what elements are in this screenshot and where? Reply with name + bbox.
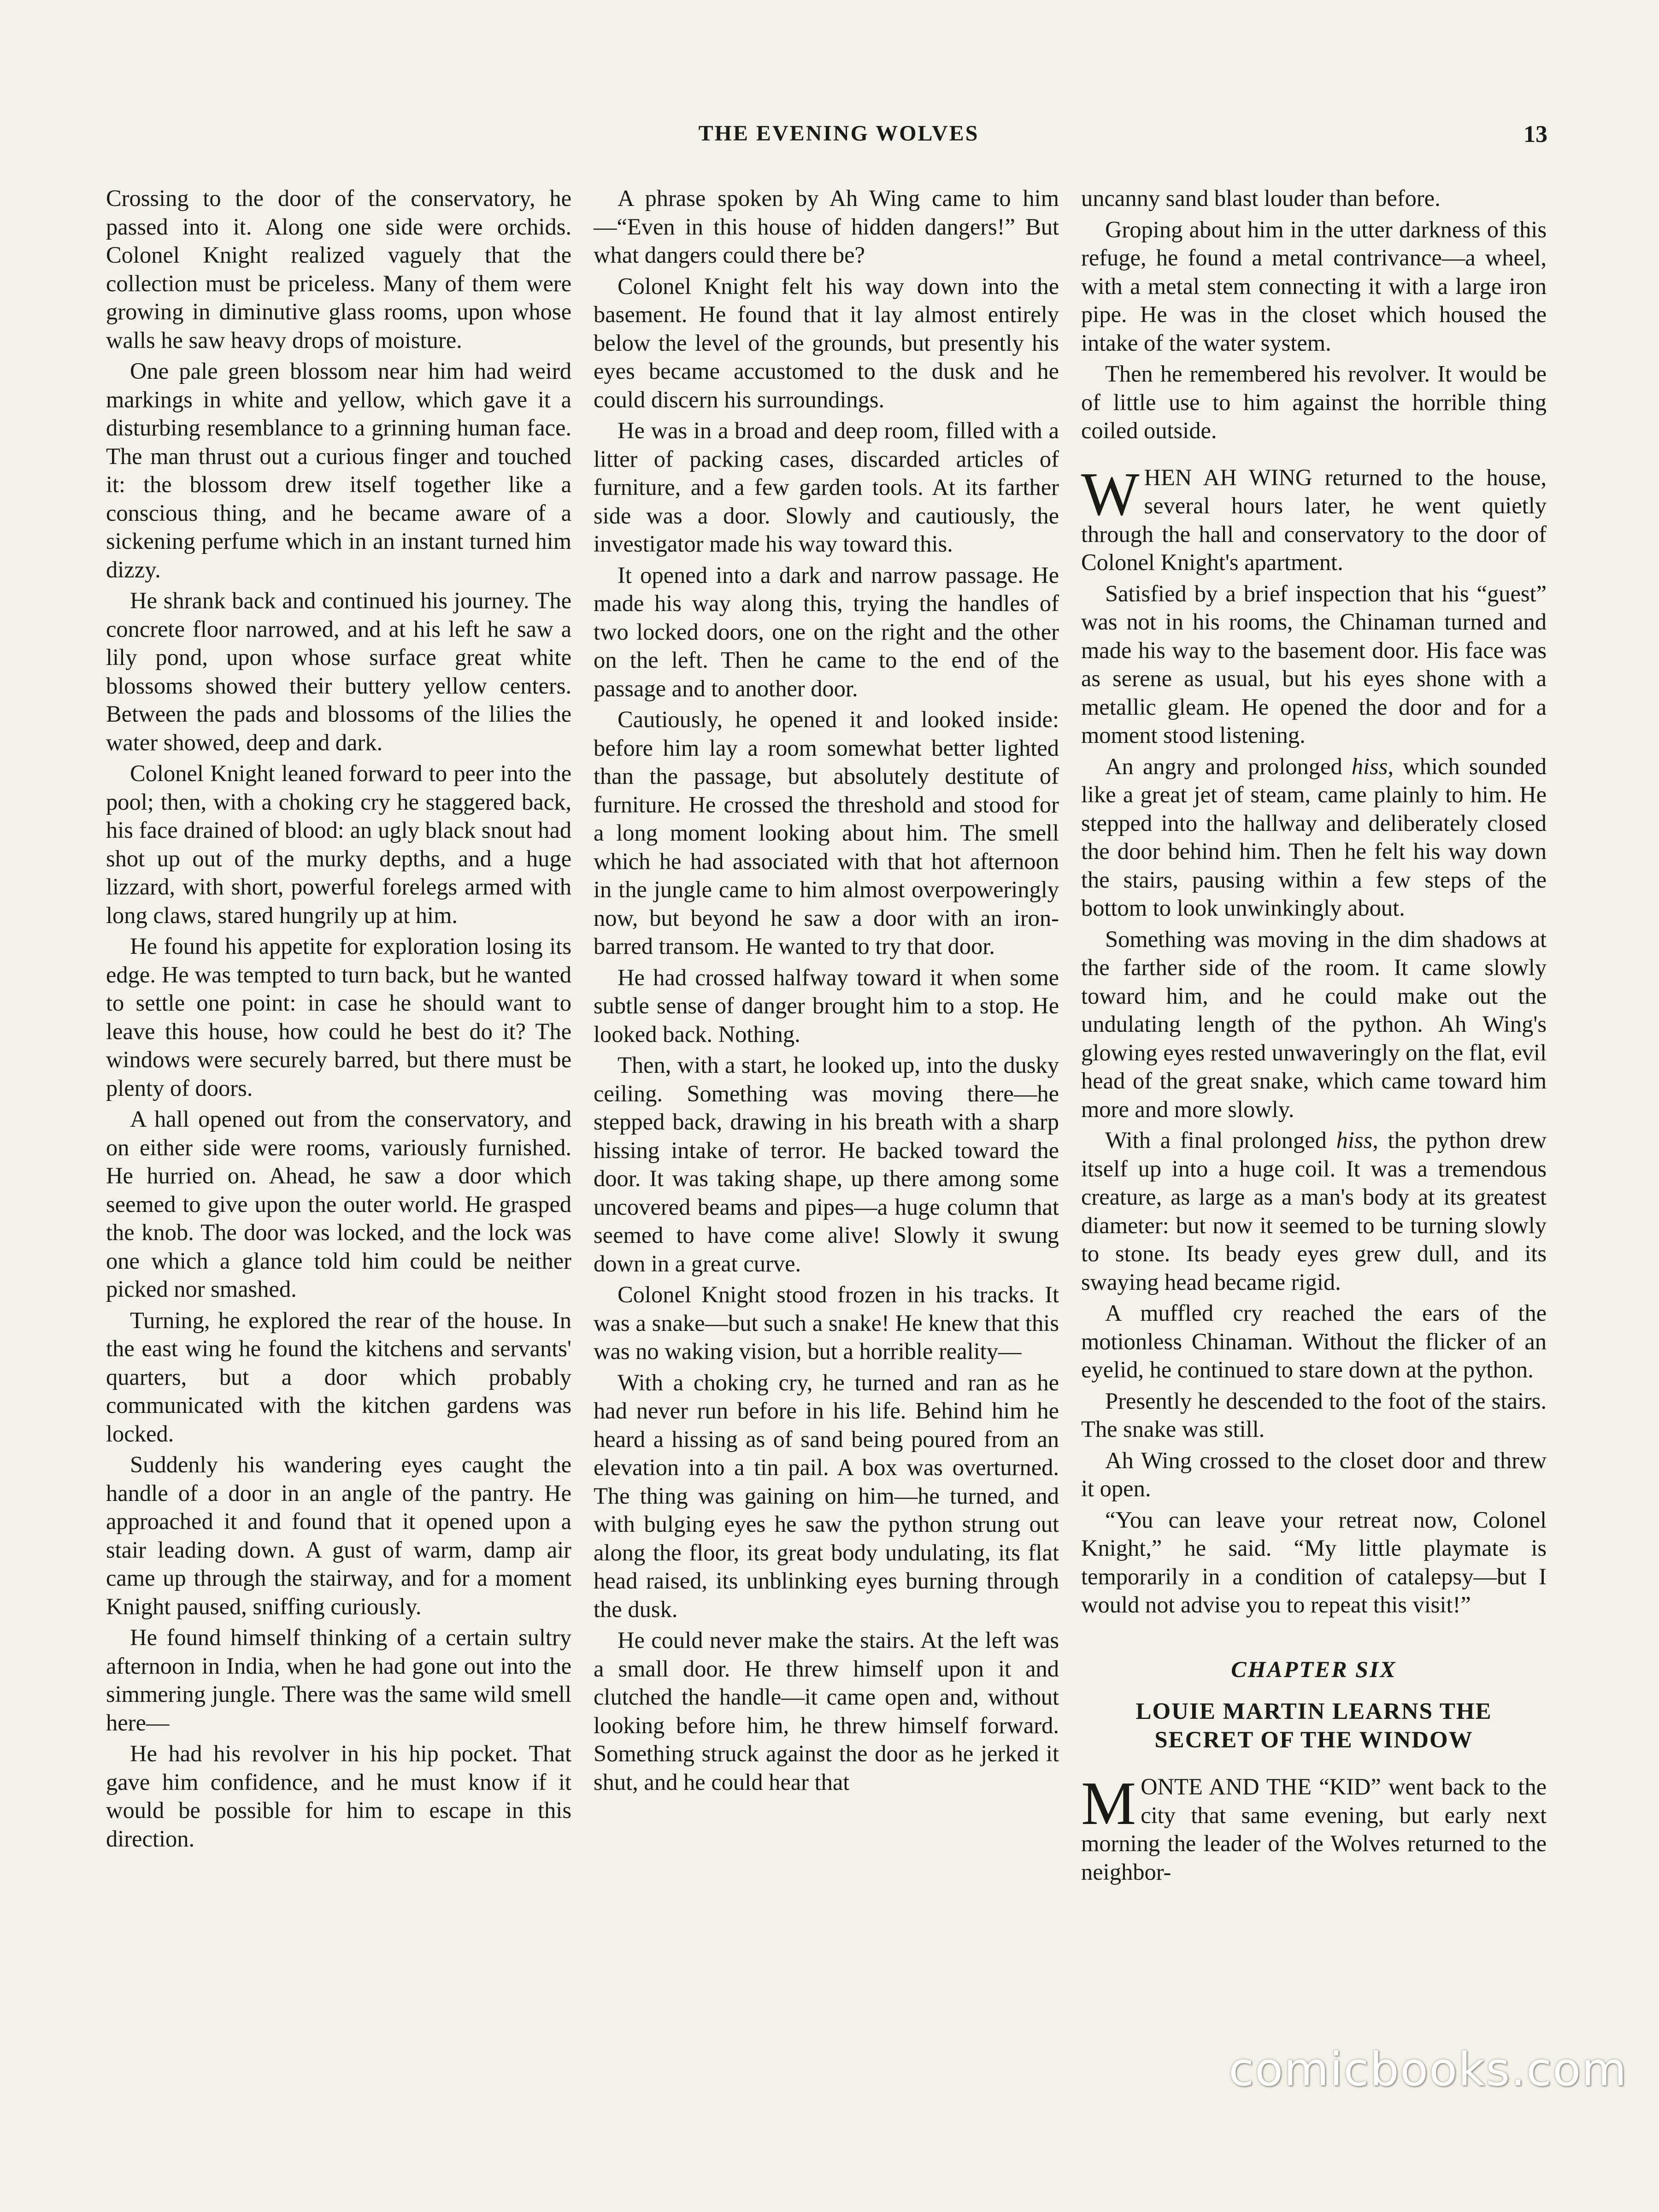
column-1 bbox=[106, 184, 571, 1856]
chapter-title-line: SECRET OF THE WINDOW bbox=[1154, 1727, 1473, 1753]
paragraph: It opened into a dark and narrow passage. He made his way along this, trying the handles of two locked doors, one on the right and the other on the left. Then he came to the end of the passage and to another door. bbox=[594, 562, 1059, 701]
chapter-title-line: LOUIE MARTIN LEARNS THE bbox=[1135, 1699, 1492, 1724]
paragraph: Then, with a start, he looked up, into the dusky ceiling. Something was moving there—he stepped back, drawing in his breath with a sharp hissing intake of terror. He backed toward the door. It was taking shape, up there among some uncovered beams and pipes—a huge column that seemed to have come alive! Slowly it swung down in a great curve. bbox=[594, 1052, 1059, 1277]
chapter-label: CHAPTER SIX bbox=[1231, 1656, 1397, 1682]
paragraph: Crossing to the door of the conservatory, he passed into it. Along one side were orchids. Colonel Knight realized vaguely that the collection must be priceless. Many of them were growing in diminutive glass rooms, upon whose walls he saw heavy drops of moisture. bbox=[106, 185, 571, 353]
text-run: , which sounded like a great jet of steam, came plainly to him. He stepped into the hallway and deliberately closed the door behind him. Then he felt his way down the stairs, pausing within a few steps of the bottom to look unwinkingly about. bbox=[1081, 753, 1547, 921]
paragraph: Turning, he explored the rear of the house. In the east wing he found the kitchens and servants' quarters, but a door which probably communicated with the kitchen gardens was locked. bbox=[106, 1307, 571, 1447]
paragraph: Cautiously, he opened it and looked inside: before him lay a room somewhat better lighted than the passage, but absolutely destitute of furniture. He crossed the threshold and stood for a long moment looking about him. The smell which he had associated with that hot afternoon in the jungle came to him almost overpoweringly now, but beyond he saw a door with an iron-barred transom. He wanted to try that door. bbox=[594, 706, 1059, 959]
paragraph: He found his appetite for exploration losing its edge. He was tempted to turn back, but he wanted to settle one point: in case he should want to leave this house, how could he best do it? The windows were securely barred, but there must be plenty of doors. bbox=[106, 933, 571, 1101]
paragraph bbox=[1081, 1126, 1547, 1296]
paragraph: Groping about him in the utter darkness of this refuge, he found a metal contrivance—a wheel, with a metal stem connecting it with a large iron pipe. He was in the closet which housed the intake of the water system. bbox=[1081, 216, 1547, 356]
paragraph: He was in a broad and deep room, filled with a litter of packing cases, discarded articles of furniture, and a few garden tools. At its farther side was a door. Slowly and cautiously, the investigator made his way toward this. bbox=[594, 418, 1059, 557]
paragraph: Presently he descended to the foot of the stairs. The snake was still. bbox=[1081, 1388, 1547, 1442]
paragraph: Colonel Knight felt his way down into the basement. He found that it lay almost entirely below the level of the grounds, but presently his eyes became accustomed to the dusk and he could discern his surroundings. bbox=[594, 273, 1059, 412]
paragraph: A muffled cry reached the ears of the motionless Chinaman. Without the flicker of an eyelid, he continued to stare down at the python. bbox=[1081, 1300, 1547, 1382]
column-3 bbox=[1081, 184, 1547, 1889]
paragraph: He had crossed halfway toward it when some subtle sense of danger brought him to a stop. He looked back. Nothing. bbox=[594, 964, 1059, 1047]
paragraph: Satisfied by a brief inspection that his “guest” was not in his rooms, the Chinaman turned and made his way to the basement door. His face was as serene as usual, but his eyes shone with a metallic gleam. He opened the door and for a moment stood listening. bbox=[1081, 580, 1547, 748]
page-number: 13 bbox=[1524, 121, 1547, 147]
section-opening-paragraph bbox=[1081, 459, 1547, 577]
paragraph: “You can leave your retreat now, Colonel Knight,” he said. “My little playmate is temporarily in a condition of catalepsy—but I would not advise you to repeat this visit!” bbox=[1081, 1506, 1547, 1618]
running-title: THE EVENING WOLVES bbox=[698, 121, 979, 146]
paragraph: With a choking cry, he turned and ran as he had never run before in his life. Behind him he heard a hissing as of sand being poured from an elevation into a tin pail. A box was overturned. The thing was gaining on him—he turned, and with bulging eyes he saw the python strung out along the floor, its great body undulating, its flat head raised, its unblinking eyes burning through the dusk. bbox=[594, 1369, 1059, 1622]
text-run: An angry and prolonged bbox=[1105, 753, 1352, 779]
paragraph: Suddenly his wandering eyes caught the handle of a door in an angle of the pantry. He approached it and found that it opened upon a stair leading down. A gust of warm, damp air came up through the stairway, and for a moment Knight paused, sniffing curiously. bbox=[106, 1452, 571, 1619]
paragraph: uncanny sand blast louder than before. bbox=[1081, 185, 1441, 211]
paragraph: A hall opened out from the conservatory, and on either side were rooms, variously furnished. He hurried on. Ahead, he saw a door which seemed to give upon the outer world. He grasped the knob. The door was locked, and the lock was one which a glance told him could be neither picked nor smashed. bbox=[106, 1106, 571, 1302]
paragraph: Colonel Knight stood frozen in his tracks. It was a snake—but such a snake! He knew that this was no waking vision, but a horrible reality— bbox=[594, 1282, 1059, 1364]
paragraph: One pale green blossom near him had weird markings in white and yellow, which gave it a disturbing resemblance to a grinning human face. The man thrust out a curious finger and touched it: the blossom drew itself together like a conscious thing, and he became aware of a sickening perfume which in an instant turned him dizzy. bbox=[106, 358, 571, 582]
paragraph: He found himself thinking of a certain sultry afternoon in India, when he had gone out into the simmering jungle. There was the same wild smell here— bbox=[106, 1624, 571, 1735]
paragraph: Ah Wing crossed to the closet door and threw it open. bbox=[1081, 1447, 1547, 1501]
paragraph: He had his revolver in his hip pocket. That gave him confidence, and he must know if it would be possible for him to escape in this direction. bbox=[106, 1741, 571, 1852]
italic-word: hiss bbox=[1336, 1127, 1373, 1153]
paragraph bbox=[1081, 753, 1547, 923]
drop-cap: W bbox=[1081, 459, 1140, 528]
chapter-title bbox=[1081, 1697, 1547, 1754]
italic-word: hiss bbox=[1351, 753, 1388, 779]
paragraph: He could never make the stairs. At the left was a small door. He threw himself upon it and clutched the handle—it came open and, without looking before him, he threw himself forward. Something struck against the door as he jerked it shut, and he could hear that bbox=[594, 1627, 1059, 1795]
page-header bbox=[0, 121, 1659, 158]
drop-cap: M bbox=[1081, 1769, 1136, 1837]
column-2 bbox=[594, 184, 1059, 1799]
text-run: With a final prolonged bbox=[1105, 1127, 1336, 1153]
text-run: , the python drew itself up into a huge coil. It was a tremendous creature, as large as a man's body at its greatest diameter: but now it seemed to be turning slowly to stone. Its beady eyes grew dull, and its swaying head became rigid. bbox=[1081, 1127, 1547, 1295]
chapter-opening-paragraph bbox=[1081, 1769, 1547, 1886]
paragraph: Colonel Knight leaned forward to peer into the pool; then, with a choking cry he staggered back, his face drained of blood: an ugly black snout had shot up out of the murky depths, and a huge lizzard, with short, powerful forelegs armed with long claws, stared hungrily up at him. bbox=[106, 760, 571, 928]
chapter-opening-text: ONTE AND THE “KID” went back to the city that same evening, but early next morning the leader of the Wolves returned to the neighbor- bbox=[1081, 1774, 1547, 1885]
watermark: comicbooks.com bbox=[1229, 2042, 1628, 2096]
section-opening-text: HEN AH WING returned to the house, several hours later, he went quietly through the hall and conservatory to the door of Colonel Knight's apartment. bbox=[1081, 464, 1547, 575]
paragraph: He shrank back and continued his journey. The concrete floor narrowed, and at his left he saw a lily pond, upon whose surface great white blossoms showed their buttery yellow centers. Between the pads and blossoms of the lilies the water showed, deep and dark. bbox=[106, 588, 571, 755]
paragraph: Something was moving in the dim shadows at the farther side of the room. It came slowly toward him, and he could make out the undulating length of the python. Ah Wing's glowing eyes rested unwaveringly on the flat, evil head of the great snake, which came toward him more and more slowly. bbox=[1081, 926, 1547, 1122]
paragraph: Then he remembered his revolver. It would be of little use to him against the horrible thing coiled outside. bbox=[1081, 361, 1547, 443]
paragraph: A phrase spoken by Ah Wing came to him—“Even in this house of hidden dangers!” But what dangers could there be? bbox=[594, 185, 1059, 268]
